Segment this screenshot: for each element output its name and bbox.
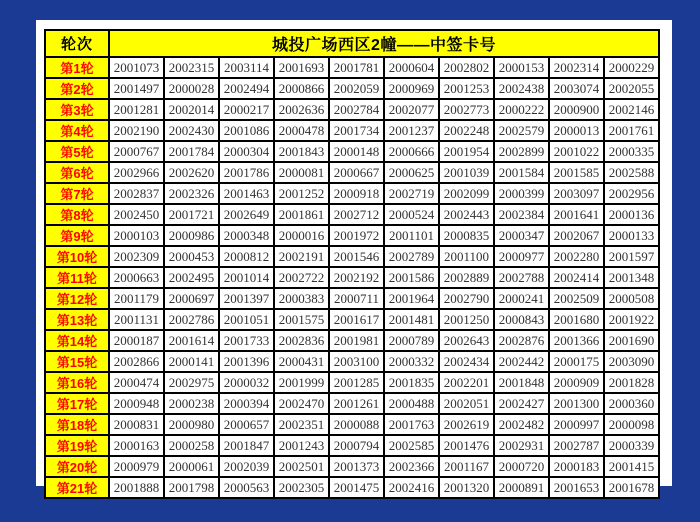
card-number-cell: 2001014 [219, 267, 274, 288]
card-number-cell: 2000183 [549, 456, 604, 477]
card-number-cell: 2002836 [274, 330, 329, 351]
card-number-cell: 2002786 [164, 309, 219, 330]
card-number-cell: 2000061 [164, 456, 219, 477]
card-number-cell: 2000843 [494, 309, 549, 330]
card-number-cell: 2001641 [549, 204, 604, 225]
card-number-cell: 2001243 [274, 435, 329, 456]
round-label: 第13轮 [45, 309, 109, 330]
card-number-cell: 2000016 [274, 225, 329, 246]
card-number-cell: 2001680 [549, 309, 604, 330]
card-number-cell: 2001999 [274, 372, 329, 393]
card-number-cell: 2001051 [219, 309, 274, 330]
card-number-cell: 2001761 [604, 120, 659, 141]
card-number-cell: 2000013 [549, 120, 604, 141]
card-number-cell: 2001964 [384, 288, 439, 309]
card-number-cell: 2000563 [219, 477, 274, 498]
card-number-cell: 2000697 [164, 288, 219, 309]
card-number-cell: 2000153 [494, 57, 549, 78]
card-number-cell: 2000431 [274, 351, 329, 372]
card-number-cell: 2001415 [604, 456, 659, 477]
card-number-cell: 2000141 [164, 351, 219, 372]
card-number-cell: 2000098 [604, 414, 659, 435]
round-label: 第11轮 [45, 267, 109, 288]
card-number-cell: 2000794 [329, 435, 384, 456]
card-number-cell: 2000383 [274, 288, 329, 309]
round-label: 第1轮 [45, 57, 109, 78]
card-number-cell: 2001575 [274, 309, 329, 330]
card-number-cell: 2002146 [604, 99, 659, 120]
card-number-cell: 2001922 [604, 309, 659, 330]
card-number-cell: 2002314 [549, 57, 604, 78]
card-number-cell: 2000081 [274, 162, 329, 183]
card-number-cell: 2000835 [439, 225, 494, 246]
card-number-cell: 2002501 [274, 456, 329, 477]
card-number-cell: 2001798 [164, 477, 219, 498]
card-number-cell: 2001784 [164, 141, 219, 162]
card-number-cell: 2001786 [219, 162, 274, 183]
card-number-cell: 2000667 [329, 162, 384, 183]
table-row [45, 414, 659, 435]
round-label: 第17轮 [45, 393, 109, 414]
card-number-cell: 2001546 [329, 246, 384, 267]
card-number-cell: 2002619 [439, 414, 494, 435]
round-label: 第5轮 [45, 141, 109, 162]
round-label: 第18轮 [45, 414, 109, 435]
card-number-cell: 2001100 [439, 246, 494, 267]
card-number-cell: 2002773 [439, 99, 494, 120]
card-number-cell: 2002430 [164, 120, 219, 141]
card-number-cell: 2000508 [604, 288, 659, 309]
card-number-cell: 2000657 [219, 414, 274, 435]
card-number-cell: 2000831 [109, 414, 164, 435]
card-number-cell: 2000812 [219, 246, 274, 267]
card-number-cell: 2002620 [164, 162, 219, 183]
card-number-cell: 2000222 [494, 99, 549, 120]
card-number-cell: 2001261 [329, 393, 384, 414]
round-label: 第9轮 [45, 225, 109, 246]
card-number-cell: 2001835 [384, 372, 439, 393]
card-number-cell: 2002579 [494, 120, 549, 141]
card-number-cell: 2000148 [329, 141, 384, 162]
card-number-cell: 2002315 [164, 57, 219, 78]
card-number-cell: 2002351 [274, 414, 329, 435]
card-number-cell: 2000977 [494, 246, 549, 267]
card-number-cell: 2000918 [329, 183, 384, 204]
table-row [45, 120, 659, 141]
card-number-cell: 2001167 [439, 456, 494, 477]
card-number-cell: 2002067 [549, 225, 604, 246]
card-number-cell: 2000399 [494, 183, 549, 204]
card-number-cell: 2001497 [109, 78, 164, 99]
card-number-cell: 2002585 [384, 435, 439, 456]
card-number-cell: 2002889 [439, 267, 494, 288]
card-number-cell: 2000103 [109, 225, 164, 246]
card-number-cell: 2002427 [494, 393, 549, 414]
card-number-cell: 2000604 [384, 57, 439, 78]
table-row [45, 330, 659, 351]
card-number-cell: 2000866 [274, 78, 329, 99]
table-row [45, 78, 659, 99]
card-number-cell: 2001763 [384, 414, 439, 435]
card-number-cell: 2001237 [384, 120, 439, 141]
table-row [45, 351, 659, 372]
card-number-cell: 2002470 [274, 393, 329, 414]
card-number-cell: 2001476 [439, 435, 494, 456]
card-number-cell: 2000711 [329, 288, 384, 309]
card-number-cell: 2002191 [274, 246, 329, 267]
card-number-cell: 2002494 [219, 78, 274, 99]
card-number-cell: 2001693 [274, 57, 329, 78]
card-number-cell: 2000028 [164, 78, 219, 99]
card-number-cell: 2002190 [109, 120, 164, 141]
card-number-cell: 2000136 [604, 204, 659, 225]
card-number-cell: 2002305 [274, 477, 329, 498]
table-row [45, 435, 659, 456]
table-row [45, 477, 659, 498]
card-number-cell: 2002588 [604, 162, 659, 183]
card-number-cell: 2002059 [329, 78, 384, 99]
round-label: 第2轮 [45, 78, 109, 99]
card-number-cell: 2002495 [164, 267, 219, 288]
card-number-cell: 2001281 [109, 99, 164, 120]
card-number-cell: 2001300 [549, 393, 604, 414]
card-number-cell: 2002712 [329, 204, 384, 225]
card-number-cell: 2001252 [274, 183, 329, 204]
table-row [45, 204, 659, 225]
card-number-cell: 2002416 [384, 477, 439, 498]
card-number-cell: 2002450 [109, 204, 164, 225]
card-number-cell: 2001781 [329, 57, 384, 78]
table-row [45, 393, 659, 414]
card-number-cell: 2001022 [549, 141, 604, 162]
card-number-cell: 2000229 [604, 57, 659, 78]
card-number-cell: 2001617 [329, 309, 384, 330]
table-row [45, 288, 659, 309]
card-number-cell: 2000332 [384, 351, 439, 372]
card-number-cell: 2003114 [219, 57, 274, 78]
card-number-cell: 2000524 [384, 204, 439, 225]
card-number-cell: 2000474 [109, 372, 164, 393]
card-number-cell: 2001981 [329, 330, 384, 351]
card-number-cell: 2002636 [274, 99, 329, 120]
card-number-cell: 2002790 [439, 288, 494, 309]
card-number-cell: 2001179 [109, 288, 164, 309]
card-number-cell: 2002866 [109, 351, 164, 372]
card-number-cell: 2000348 [219, 225, 274, 246]
card-number-cell: 2000980 [164, 414, 219, 435]
card-number-cell: 2001481 [384, 309, 439, 330]
card-number-cell: 2001463 [219, 183, 274, 204]
card-number-cell: 2002802 [439, 57, 494, 78]
card-number-cell: 2000175 [549, 351, 604, 372]
table-row [45, 456, 659, 477]
card-number-cell: 2002482 [494, 414, 549, 435]
card-number-cell: 2002509 [549, 288, 604, 309]
round-label: 第3轮 [45, 99, 109, 120]
card-number-cell: 2002966 [109, 162, 164, 183]
card-number-cell: 2001848 [494, 372, 549, 393]
card-number-cell: 2000304 [219, 141, 274, 162]
card-number-cell: 2000187 [109, 330, 164, 351]
card-number-cell: 2000238 [164, 393, 219, 414]
round-label: 第7轮 [45, 183, 109, 204]
card-number-cell: 2000347 [494, 225, 549, 246]
card-number-cell: 2001397 [219, 288, 274, 309]
card-number-cell: 2001584 [494, 162, 549, 183]
card-number-cell: 2000909 [549, 372, 604, 393]
card-number-cell: 2002789 [384, 246, 439, 267]
card-number-cell: 2001614 [164, 330, 219, 351]
card-number-cell: 2001597 [604, 246, 659, 267]
card-number-cell: 2000666 [384, 141, 439, 162]
card-number-cell: 2000488 [384, 393, 439, 414]
round-label: 第10轮 [45, 246, 109, 267]
card-number-cell: 2002899 [494, 141, 549, 162]
card-number-cell: 2002055 [604, 78, 659, 99]
card-number-cell: 2002787 [549, 435, 604, 456]
card-number-cell: 2001320 [439, 477, 494, 498]
card-number-cell: 2001861 [274, 204, 329, 225]
card-number-cell: 2000979 [109, 456, 164, 477]
header-row [45, 30, 659, 57]
round-label: 第6轮 [45, 162, 109, 183]
card-number-cell: 2001954 [439, 141, 494, 162]
card-number-cell: 2000663 [109, 267, 164, 288]
table-row [45, 162, 659, 183]
card-number-cell: 2000133 [604, 225, 659, 246]
card-number-cell: 2001678 [604, 477, 659, 498]
card-number-cell: 2002931 [494, 435, 549, 456]
table-row [45, 99, 659, 120]
card-number-cell: 2002051 [439, 393, 494, 414]
card-number-cell: 2002014 [164, 99, 219, 120]
round-label: 第4轮 [45, 120, 109, 141]
card-number-cell: 2000258 [164, 435, 219, 456]
card-number-cell: 2002434 [439, 351, 494, 372]
card-number-cell: 2003097 [549, 183, 604, 204]
card-number-cell: 2002649 [219, 204, 274, 225]
card-number-cell: 2002784 [329, 99, 384, 120]
card-number-cell: 2001366 [549, 330, 604, 351]
table-row [45, 372, 659, 393]
card-number-cell: 2002201 [439, 372, 494, 393]
card-number-cell: 2000900 [549, 99, 604, 120]
card-number-cell: 2000088 [329, 414, 384, 435]
card-number-cell: 2000241 [494, 288, 549, 309]
round-label: 第19轮 [45, 435, 109, 456]
card-number-cell: 2001690 [604, 330, 659, 351]
card-number-cell: 2002039 [219, 456, 274, 477]
card-number-cell: 2000625 [384, 162, 439, 183]
card-number-cell: 2001086 [219, 120, 274, 141]
table-row [45, 141, 659, 162]
card-number-cell: 2001733 [219, 330, 274, 351]
card-number-cell: 2002443 [439, 204, 494, 225]
card-number-cell: 2001250 [439, 309, 494, 330]
card-number-cell: 2002192 [329, 267, 384, 288]
card-number-cell: 2002719 [384, 183, 439, 204]
card-number-cell: 2000163 [109, 435, 164, 456]
card-number-cell: 2000335 [604, 141, 659, 162]
card-number-cell: 2002384 [494, 204, 549, 225]
card-number-cell: 2001586 [384, 267, 439, 288]
card-number-cell: 2001972 [329, 225, 384, 246]
card-number-cell: 2000394 [219, 393, 274, 414]
card-number-cell: 2000217 [219, 99, 274, 120]
card-number-cell: 2002077 [384, 99, 439, 120]
card-number-cell: 2000997 [549, 414, 604, 435]
card-number-cell: 2001888 [109, 477, 164, 498]
card-number-cell: 2001253 [439, 78, 494, 99]
card-number-cell: 2002442 [494, 351, 549, 372]
card-number-cell: 2003090 [604, 351, 659, 372]
card-number-cell: 2001847 [219, 435, 274, 456]
card-number-cell: 2002975 [164, 372, 219, 393]
card-number-cell: 2002280 [549, 246, 604, 267]
card-number-cell: 2002643 [439, 330, 494, 351]
table-title: 城投广场西区2幢——中签卡号 [109, 30, 659, 57]
card-number-cell: 2002099 [439, 183, 494, 204]
card-number-cell: 2003100 [329, 351, 384, 372]
card-number-cell: 2002722 [274, 267, 329, 288]
card-number-cell: 2001285 [329, 372, 384, 393]
lottery-results-table [44, 29, 660, 499]
card-number-cell: 2000339 [604, 435, 659, 456]
card-number-cell: 2000360 [604, 393, 659, 414]
card-number-cell: 2002788 [494, 267, 549, 288]
round-label: 第12轮 [45, 288, 109, 309]
round-label: 第16轮 [45, 372, 109, 393]
card-number-cell: 2002309 [109, 246, 164, 267]
round-label: 第14轮 [45, 330, 109, 351]
round-column-header: 轮次 [45, 30, 109, 57]
card-number-cell: 2002956 [604, 183, 659, 204]
card-number-cell: 2003074 [549, 78, 604, 99]
card-number-cell: 2000032 [219, 372, 274, 393]
table-row [45, 267, 659, 288]
card-number-cell: 2002837 [109, 183, 164, 204]
table-row [45, 57, 659, 78]
table-row [45, 225, 659, 246]
card-number-cell: 2002326 [164, 183, 219, 204]
card-number-cell: 2001843 [274, 141, 329, 162]
table-panel [36, 20, 672, 496]
table-row [45, 246, 659, 267]
card-number-cell: 2001073 [109, 57, 164, 78]
round-label: 第15轮 [45, 351, 109, 372]
card-number-cell: 2001734 [329, 120, 384, 141]
card-number-cell: 2000969 [384, 78, 439, 99]
card-number-cell: 2002876 [494, 330, 549, 351]
table-row [45, 183, 659, 204]
card-number-cell: 2002438 [494, 78, 549, 99]
card-number-cell: 2002366 [384, 456, 439, 477]
card-number-cell: 2000767 [109, 141, 164, 162]
card-number-cell: 2001348 [604, 267, 659, 288]
card-number-cell: 2002414 [549, 267, 604, 288]
card-number-cell: 2000789 [384, 330, 439, 351]
card-number-cell: 2001373 [329, 456, 384, 477]
card-number-cell: 2001396 [219, 351, 274, 372]
card-number-cell: 2000891 [494, 477, 549, 498]
round-label: 第21轮 [45, 477, 109, 498]
card-number-cell: 2000986 [164, 225, 219, 246]
card-number-cell: 2001828 [604, 372, 659, 393]
card-number-cell: 2000453 [164, 246, 219, 267]
round-label: 第20轮 [45, 456, 109, 477]
card-number-cell: 2001585 [549, 162, 604, 183]
card-number-cell: 2001101 [384, 225, 439, 246]
card-number-cell: 2001131 [109, 309, 164, 330]
card-number-cell: 2000478 [274, 120, 329, 141]
card-number-cell: 2000948 [109, 393, 164, 414]
card-number-cell: 2001721 [164, 204, 219, 225]
round-label: 第8轮 [45, 204, 109, 225]
card-number-cell: 2001039 [439, 162, 494, 183]
table-row [45, 309, 659, 330]
card-number-cell: 2001653 [549, 477, 604, 498]
card-number-cell: 2000720 [494, 456, 549, 477]
card-number-cell: 2002248 [439, 120, 494, 141]
card-number-cell: 2001475 [329, 477, 384, 498]
